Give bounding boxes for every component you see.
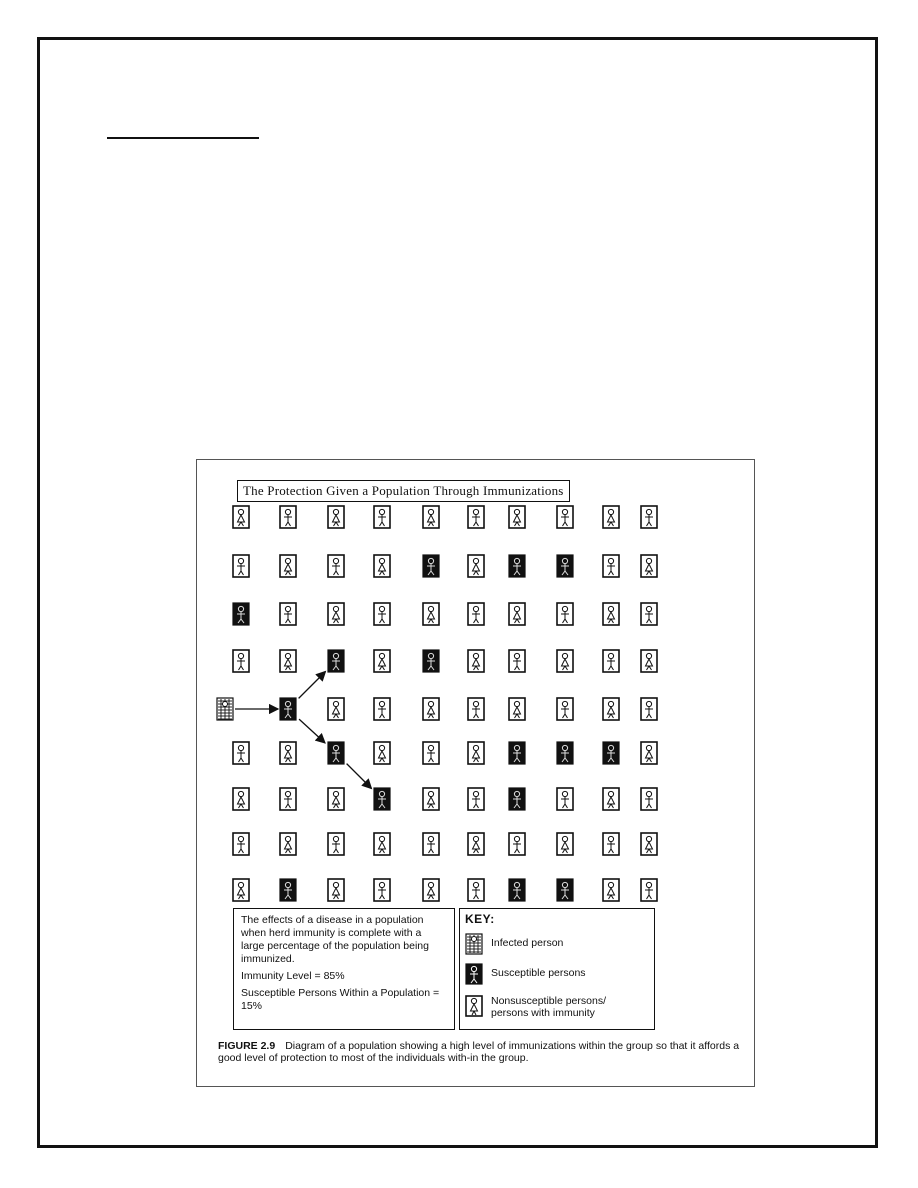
immune-person-icon	[280, 742, 296, 764]
susceptible-person-icon	[423, 650, 439, 672]
immune-person-icon	[423, 788, 439, 810]
caption-text: Diagram of a population showing a high level of immunizations within the group so that it affords a good level of protection to most of the individuals with-in the group.	[218, 1040, 740, 1064]
immune-person-icon	[603, 506, 619, 528]
population-grid	[197, 460, 754, 905]
susceptible-person-icon	[557, 555, 573, 577]
key-immune-label	[491, 995, 606, 1019]
immune-person-icon	[603, 879, 619, 901]
susceptible-person-icon	[328, 650, 344, 672]
immune-person-icon	[641, 833, 657, 855]
susceptible-person-icon	[509, 742, 525, 764]
immune-person-icon	[468, 650, 484, 672]
blank-underline	[107, 137, 259, 139]
immune-person-icon	[641, 555, 657, 577]
immune-person-icon	[280, 506, 296, 528]
immune-person-icon	[233, 506, 249, 528]
immune-person-icon	[233, 742, 249, 764]
infected-person-icon	[217, 698, 233, 720]
immune-person-icon	[509, 698, 525, 720]
immune-person-icon	[374, 742, 390, 764]
immune-person-icon	[423, 742, 439, 764]
susceptible-person-icon	[509, 788, 525, 810]
infected-person-icon	[465, 933, 483, 955]
immune-person-icon	[509, 650, 525, 672]
immune-person-icon	[280, 603, 296, 625]
immune-person-icon	[328, 506, 344, 528]
immune-person-icon	[374, 879, 390, 901]
susceptible-person-icon	[374, 788, 390, 810]
susceptible-person-icon	[557, 879, 573, 901]
info-box	[233, 908, 455, 1030]
immune-person-icon	[328, 555, 344, 577]
susceptible-person-icon	[328, 742, 344, 764]
immune-person-icon	[233, 555, 249, 577]
immune-person-icon	[557, 833, 573, 855]
immune-person-icon	[280, 650, 296, 672]
immune-person-icon	[280, 788, 296, 810]
immune-person-icon	[328, 833, 344, 855]
immune-person-icon	[641, 650, 657, 672]
susceptible-person-icon	[509, 555, 525, 577]
immune-person-icon	[233, 833, 249, 855]
key-infected-label: Infected person	[491, 937, 564, 949]
immune-person-icon	[468, 833, 484, 855]
figure-frame	[196, 459, 755, 1087]
immune-person-icon	[374, 650, 390, 672]
immune-person-icon	[603, 555, 619, 577]
immune-person-icon	[641, 698, 657, 720]
immune-person-icon	[557, 650, 573, 672]
immune-person-icon	[233, 650, 249, 672]
immune-person-icon	[468, 506, 484, 528]
immune-person-icon	[468, 698, 484, 720]
susceptible-person-icon	[280, 879, 296, 901]
immune-person-icon	[468, 603, 484, 625]
immune-person-icon	[468, 788, 484, 810]
immune-person-icon	[509, 833, 525, 855]
immune-person-icon	[233, 788, 249, 810]
immune-person-icon	[374, 698, 390, 720]
immune-person-icon	[328, 698, 344, 720]
immune-person-icon	[641, 506, 657, 528]
immune-person-icon	[641, 742, 657, 764]
immune-person-icon	[557, 506, 573, 528]
immune-person-icon	[423, 833, 439, 855]
immune-person-icon	[468, 879, 484, 901]
immune-person-icon	[423, 879, 439, 901]
key-box	[459, 908, 655, 1030]
immune-person-icon	[509, 506, 525, 528]
immune-person-icon	[468, 555, 484, 577]
transmission-arrow	[299, 672, 326, 699]
key-title: KEY:	[465, 912, 495, 926]
key-immune-line1: Nonsusceptible persons/	[491, 995, 606, 1007]
immune-person-icon	[374, 506, 390, 528]
transmission-arrow	[347, 764, 372, 789]
immune-person-icon	[641, 603, 657, 625]
susceptible-person-icon	[423, 555, 439, 577]
immune-person-icon	[603, 833, 619, 855]
immune-person-icon	[423, 698, 439, 720]
immune-person-icon	[557, 603, 573, 625]
susceptible-person-icon	[465, 963, 483, 985]
info-susceptible: Susceptible Persons Within a Population = 15%	[241, 987, 440, 1012]
caption-label: FIGURE 2.9	[218, 1040, 276, 1052]
immune-person-icon	[280, 833, 296, 855]
immune-person-icon	[328, 788, 344, 810]
susceptible-person-icon	[509, 879, 525, 901]
immune-person-icon	[468, 742, 484, 764]
susceptible-person-icon	[603, 742, 619, 764]
immune-person-icon	[423, 603, 439, 625]
immune-person-icon	[603, 698, 619, 720]
immune-person-icon	[374, 833, 390, 855]
immune-person-icon	[280, 555, 296, 577]
immune-person-icon	[233, 879, 249, 901]
susceptible-person-icon	[233, 603, 249, 625]
immune-person-icon	[603, 788, 619, 810]
immune-person-icon	[603, 603, 619, 625]
figure-caption	[218, 1040, 748, 1064]
immune-person-icon	[328, 603, 344, 625]
susceptible-person-icon	[557, 742, 573, 764]
key-susceptible-label: Susceptible persons	[491, 967, 586, 979]
immune-person-icon	[423, 506, 439, 528]
immune-person-icon	[509, 603, 525, 625]
transmission-arrow	[299, 719, 325, 743]
immune-person-icon	[465, 995, 483, 1017]
susceptible-person-icon	[280, 698, 296, 720]
immune-person-icon	[641, 788, 657, 810]
figure-title: The Protection Given a Population Through Immunizations	[237, 480, 570, 502]
immune-person-icon	[328, 879, 344, 901]
immune-person-icon	[374, 555, 390, 577]
immune-person-icon	[641, 879, 657, 901]
immune-person-icon	[557, 698, 573, 720]
info-description: The effects of a disease in a population when herd immunity is complete with a large percentage of the population being immunized.	[241, 914, 429, 965]
immune-person-icon	[374, 603, 390, 625]
immune-person-icon	[557, 788, 573, 810]
key-immune-line2: persons with immunity	[491, 1007, 595, 1019]
info-immunity-level: Immunity Level = 85%	[241, 970, 345, 982]
immune-person-icon	[603, 650, 619, 672]
